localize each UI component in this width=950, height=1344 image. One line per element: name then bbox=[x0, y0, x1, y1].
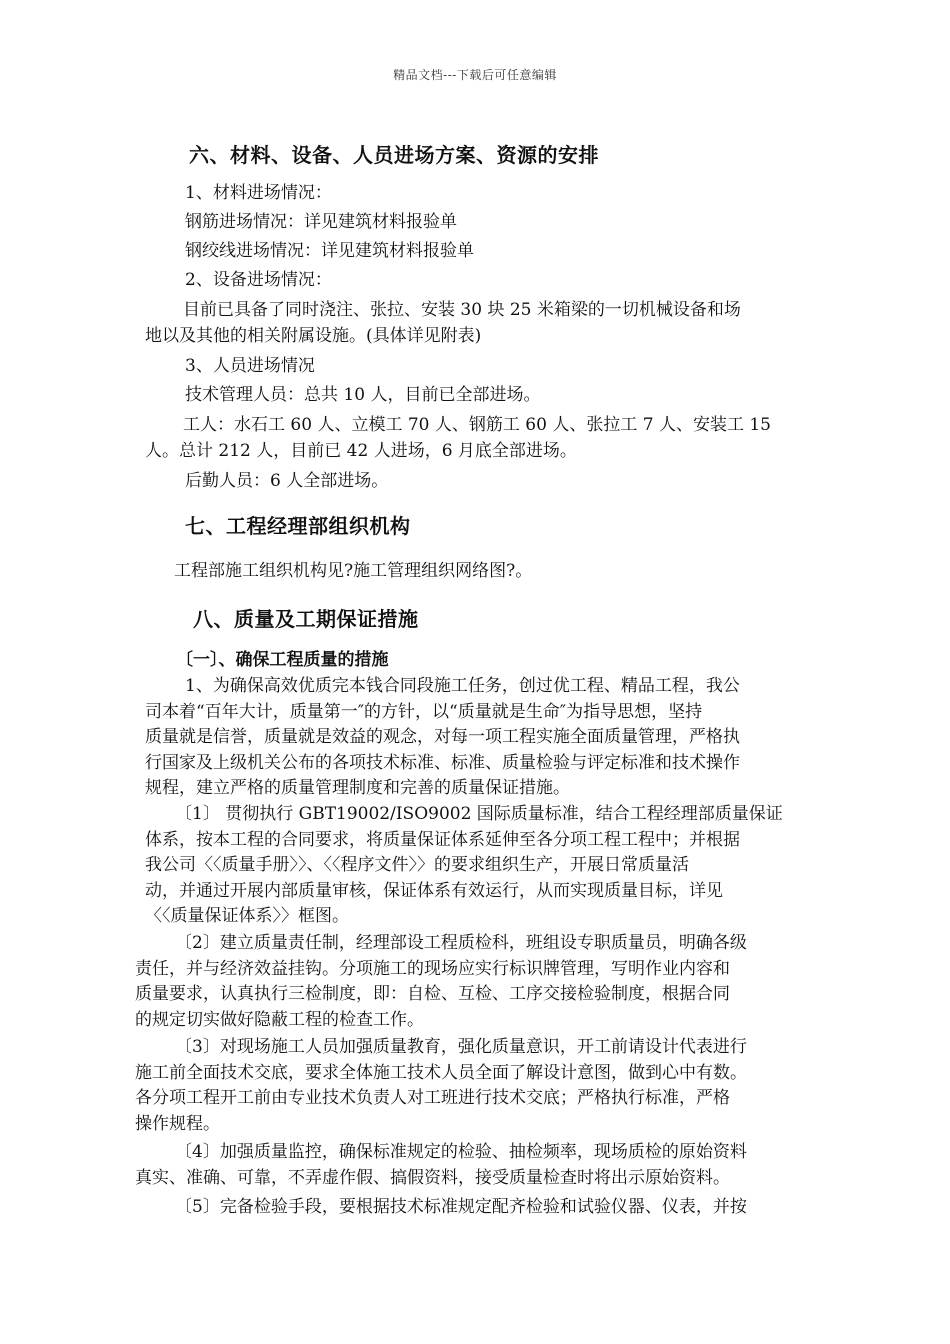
paragraph-line: 〔4〕加强质量监控，确保标准规定的检验、抽检频率，现场质检的原始资料 bbox=[175, 1142, 747, 1162]
section-7-body: 工程部施工组织机构见?施工管理组织网络图?。 bbox=[174, 561, 533, 581]
paragraph-line: 的规定切实做好隐蔽工程的检查工作。 bbox=[135, 1009, 424, 1030]
paragraph-line: 施工前全面技术交底，要求全体施工技术人员全面了解设计意图，做到心中有数。 bbox=[135, 1062, 747, 1083]
quality-paragraph-5 bbox=[135, 1140, 747, 1191]
rebar-status: 钢筋进场情况：详见建筑材料报验单 bbox=[185, 212, 457, 232]
page-header: 精品文档---下载后可任意编辑 bbox=[393, 68, 557, 82]
paragraph-line: 人。总计 212 人，目前已 42 人进场，6 月底全部进场。 bbox=[145, 440, 577, 461]
paragraph-line: 体系，按本工程的合同要求，将质量保证体系延伸至各分项工程工程中；并根据 bbox=[145, 829, 740, 850]
workers-paragraph bbox=[145, 413, 771, 464]
paragraph-line: 动，并通过开展内部质量审核，保证体系有效运行，从而实现质量目标，详见 bbox=[145, 880, 723, 901]
section-7-title: 七、工程经理部组织机构 bbox=[185, 514, 411, 538]
tech-staff-line: 技术管理人员：总共 10 人，目前已全部进场。 bbox=[185, 385, 541, 405]
paragraph-line: 〔5〕完备检验手段，要根据技术标准规定配齐检验和试验仪器、仪表，并按 bbox=[175, 1197, 747, 1217]
paragraph-line: 目前已具备了同时浇注、张拉、安装 30 块 25 米箱梁的一切机械设备和场 bbox=[183, 300, 741, 320]
quality-paragraph-4 bbox=[135, 1035, 747, 1137]
paragraph-line: 质量就是信誉，质量就是效益的观念，对每一项工程实施全面质量管理，严格执 bbox=[145, 727, 740, 747]
paragraph-line: 地以及其他的相关附属设施。(具体详见附表) bbox=[145, 325, 482, 346]
personnel-label: 3、人员进场情况 bbox=[185, 356, 315, 376]
quality-paragraph-1 bbox=[145, 674, 740, 802]
paragraph-line: 行国家及上级机关公布的各项技术标准、标准、质量检验与评定标准和技术操作 bbox=[145, 752, 740, 773]
paragraph-line: 〔2〕建立质量责任制，经理部设工程质检科，班组设专职质量员，明确各级 bbox=[175, 933, 747, 953]
quality-paragraph-3 bbox=[135, 931, 747, 1033]
logistics-line: 后勤人员：6 人全部进场。 bbox=[185, 471, 389, 491]
paragraph-line: 操作规程。 bbox=[135, 1113, 220, 1134]
paragraph-line: 1、为确保高效优质完本钱合同段施工任务，创过优工程、精品工程，我公 bbox=[185, 676, 740, 696]
equipment-label: 2、设备进场情况： bbox=[185, 270, 332, 290]
quality-paragraph-2 bbox=[145, 802, 783, 930]
paragraph-line: 司本着“百年大计，质量第一″的方针，以“质量就是生命″为指导思想，坚持 bbox=[145, 701, 703, 722]
section-8-subheading: 〔一〕、确保工程质量的措施 bbox=[176, 650, 389, 670]
paragraph-line: 各分项工程开工前由专业技术负责人对工班进行技术交底；严格执行标准，严格 bbox=[135, 1088, 730, 1108]
paragraph-line: 质量要求，认真执行三检制度，即：自检、互检、工序交接检验制度，根据合同 bbox=[135, 984, 730, 1004]
paragraph-line: 〈〈质量保证体系〉〉框图。 bbox=[145, 906, 349, 926]
equipment-paragraph bbox=[145, 298, 741, 349]
strand-status: 钢绞线进场情况：详见建筑材料报验单 bbox=[185, 241, 474, 261]
section-6-title: 六、材料、设备、人员进场方案、资源的安排 bbox=[189, 143, 599, 167]
paragraph-line: 责任，并与经济效益挂钩。分项施工的现场应实行标识牌管理，写明作业内容和 bbox=[135, 958, 730, 979]
quality-paragraph-6 bbox=[135, 1195, 747, 1221]
materials-label: 1、材料进场情况： bbox=[185, 183, 332, 203]
section-8-title: 八、质量及工期保证措施 bbox=[193, 607, 419, 631]
paragraph-line: 〔1〕 贯彻执行 GBT19002/ISO9002 国际质量标准，结合工程经理部质量保证 bbox=[175, 804, 783, 824]
paragraph-line: 真实、准确、可靠，不弄虚作假、搞假资料，接受质量检查时将出示原始资料。 bbox=[135, 1167, 730, 1188]
paragraph-line: 工人：水石工 60 人、立模工 70 人、钢筋工 60 人、张拉工 7 人、安装工 15 bbox=[183, 415, 771, 435]
paragraph-line: 〔3〕对现场施工人员加强质量教育，强化质量意识，开工前请设计代表进行 bbox=[175, 1037, 747, 1057]
paragraph-line: 我公司〈〈质量手册〉〉、〈〈程序文件〉〉的要求组织生产，开展日常质量活 bbox=[145, 855, 689, 875]
paragraph-line: 规程，建立严格的质量管理制度和完善的质量保证措施。 bbox=[145, 778, 570, 798]
